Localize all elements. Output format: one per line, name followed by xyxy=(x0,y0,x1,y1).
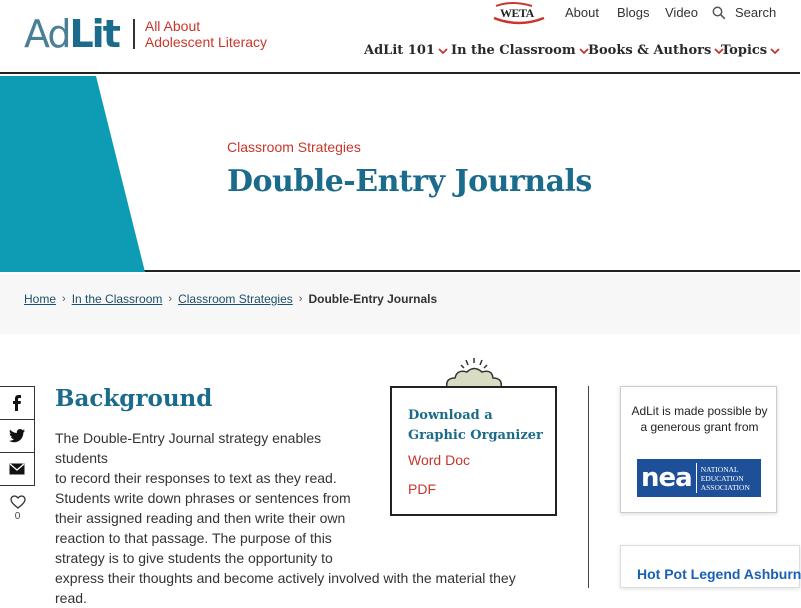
logo-tagline: All About Adolescent Literacy xyxy=(144,18,268,50)
twitter-share-button[interactable] xyxy=(0,419,35,453)
facebook-share-button[interactable] xyxy=(0,386,35,420)
logo-wordmark: AdLit xyxy=(24,12,119,56)
sponsor-card xyxy=(620,386,777,513)
pdf-link[interactable]: PDF xyxy=(408,481,436,497)
hero-accent-shape xyxy=(0,76,160,272)
site-header xyxy=(0,0,800,74)
about-link[interactable]: About xyxy=(565,5,599,20)
nav-adlit-101[interactable]: AdLit 101 xyxy=(364,43,448,58)
ad-text: Hot Pot Legend Ashburn xyxy=(637,566,801,582)
like-count: 0 xyxy=(14,511,21,522)
share-sidebar xyxy=(0,386,35,529)
breadcrumb-in-the-classroom[interactable]: In the Classroom xyxy=(71,292,163,306)
nav-books-authors[interactable]: Books & Authors xyxy=(588,43,724,58)
weta-logo[interactable]: WETA xyxy=(492,2,546,24)
breadcrumb xyxy=(24,292,437,306)
cloud-download-icon xyxy=(443,356,505,390)
download-title: Download a Graphic Organizer xyxy=(408,408,543,443)
nea-logo[interactable] xyxy=(637,459,761,497)
mail-icon xyxy=(9,463,25,475)
nea-logo-words: NATIONAL EDUCATION ASSOCIATION xyxy=(700,464,750,492)
adlit-logo[interactable] xyxy=(24,12,267,56)
search-link[interactable]: Search xyxy=(735,5,777,20)
facebook-icon xyxy=(10,395,24,411)
nea-logo-divider xyxy=(696,463,697,493)
ad-card[interactable] xyxy=(620,545,800,588)
search-icon[interactable] xyxy=(712,6,726,20)
page-title: Double-Entry Journals xyxy=(227,164,592,199)
blogs-link[interactable]: Blogs xyxy=(617,5,650,20)
video-link[interactable]: Video xyxy=(665,5,699,20)
nea-logo-mark: nea xyxy=(641,463,692,493)
chevron-right-icon: › xyxy=(62,293,66,305)
chevron-down-icon xyxy=(438,46,448,56)
breadcrumb-classroom-strategies[interactable]: Classroom Strategies xyxy=(178,292,293,306)
breadcrumb-current: Double-Entry Journals xyxy=(308,292,438,306)
nav-topics[interactable]: Topics xyxy=(721,43,780,58)
chevron-right-icon: › xyxy=(168,293,173,305)
logo-divider xyxy=(133,19,135,49)
hero-kicker: Classroom Strategies xyxy=(227,139,361,155)
download-organizer-box xyxy=(390,386,557,516)
like-button[interactable] xyxy=(0,485,35,529)
chevron-right-icon: › xyxy=(298,293,303,305)
breadcrumb-home[interactable]: Home xyxy=(24,292,57,306)
section-heading: Background xyxy=(55,385,213,412)
word-doc-link[interactable]: Word Doc xyxy=(408,452,470,468)
page-hero xyxy=(0,76,800,272)
chevron-down-icon xyxy=(770,46,780,56)
column-divider xyxy=(588,386,589,588)
sponsor-text: AdLit is made possible by a generous grant from xyxy=(631,404,768,434)
body-paragraph: The Double-Entry Journal strategy enables students to record their responses to text as they read. Students write down phrases or sentences from their assigned reading and then write their own reaction to that passage. The purpose of this strategy is to give students the opportunity to express their thoughts and become actively involved with the material they read. xyxy=(55,430,516,606)
heart-icon xyxy=(10,495,26,509)
twitter-icon xyxy=(9,429,25,443)
nav-in-the-classroom[interactable]: In the Classroom xyxy=(451,43,589,58)
email-share-button[interactable] xyxy=(0,452,35,486)
